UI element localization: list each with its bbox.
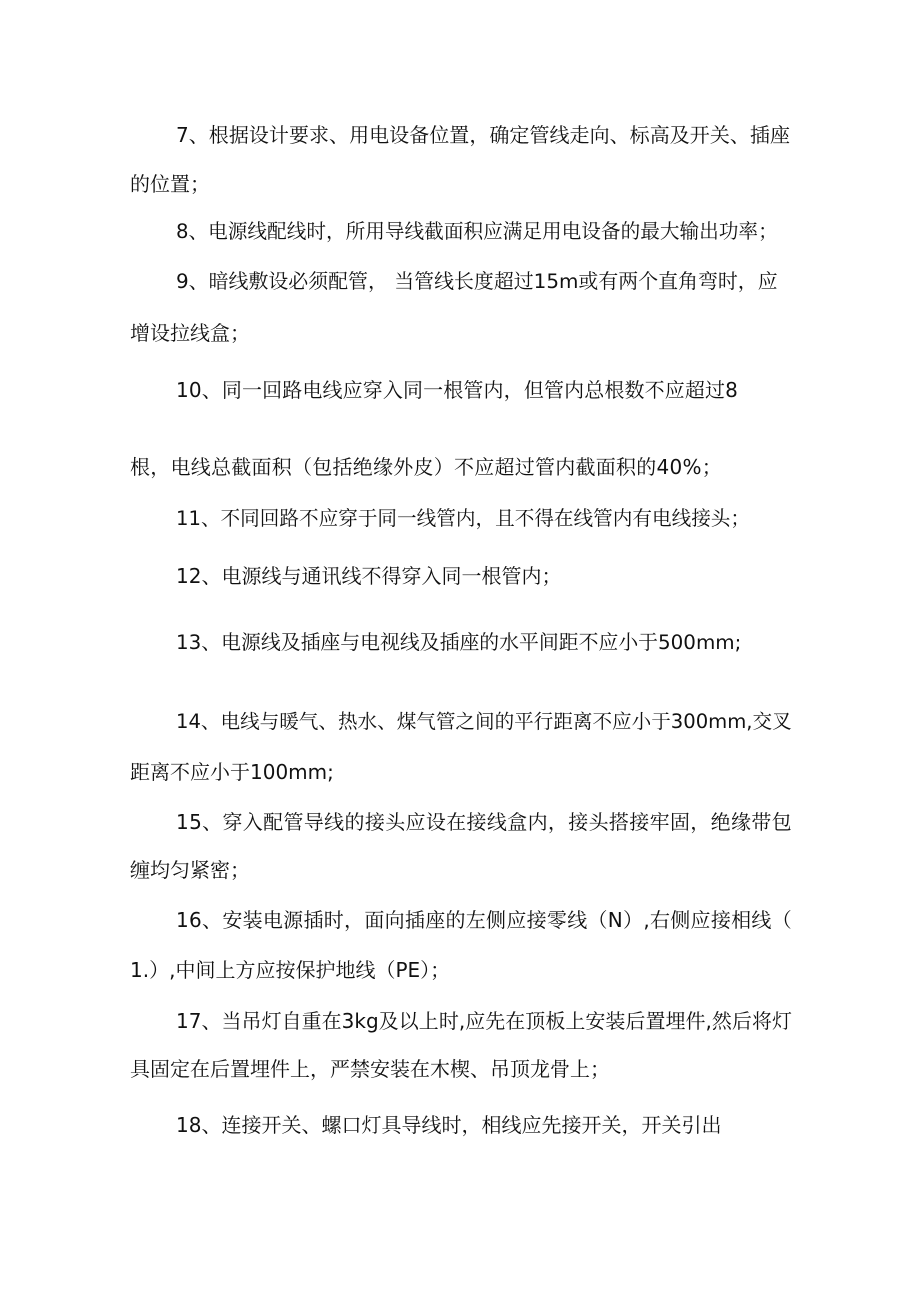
item-14-line-1: 14、电线与暖气、热水、煤气管之间的平行距离不应小于300mm,交叉 <box>176 710 792 733</box>
item-9-line-1: 9、暗线敷设必须配管， 当管线长度超过15m或有两个直角弯时，应 <box>176 270 778 293</box>
item-17-line-1: 17、当吊灯自重在3kg及以上时,应先在顶板上安装后置埋件,然后将灯 <box>176 1009 792 1033</box>
item-7-line-1: 7、根据设计要求、用电设备位置，确定管线走向、标高及开关、插座 <box>176 123 790 147</box>
item-10-line-2: 根，电线总截面积（包括绝缘外皮）不应超过管内截面积的40%； <box>130 455 722 479</box>
item-11-line-1: 11、不同回路不应穿于同一线管内，且不得在线管内有电线接头； <box>176 507 751 530</box>
item-15-line-2: 缠均匀紧密； <box>130 858 250 882</box>
item-16-line-2: 1.）,中间上方应按保护地线（PE）； <box>130 958 451 982</box>
item-12-line-1: 12、电源线与通讯线不得穿入同一根管内； <box>176 564 562 588</box>
item-18-line-1: 18、连接开关、螺口灯具导线时，相线应先接开关，开关引出 <box>176 1113 722 1137</box>
item-9-line-2: 增设拉线盒； <box>130 321 250 345</box>
item-8-line-1: 8、电源线配线时，所用导线截面积应满足用电设备的最大输出功率； <box>176 220 778 243</box>
item-14-line-2: 距离不应小于100mm; <box>130 760 334 784</box>
item-13-line-1: 13、电源线及插座与电视线及插座的水平间距不应小于500mm; <box>176 631 742 654</box>
item-7-line-2: 的位置； <box>130 172 210 196</box>
item-10-line-1: 10、同一回路电线应穿入同一根管内，但管内总根数不应超过8 <box>176 378 738 402</box>
item-15-line-1: 15、穿入配管导线的接头应设在接线盒内，接头搭接牢固，绝缘带包 <box>176 810 792 834</box>
item-17-line-2: 具固定在后置埋件上，严禁安装在木楔、吊顶龙骨上； <box>130 1057 610 1081</box>
item-16-line-1: 16、安装电源插时，面向插座的左侧应接零线（N）,右侧应接相线（ <box>176 908 792 932</box>
